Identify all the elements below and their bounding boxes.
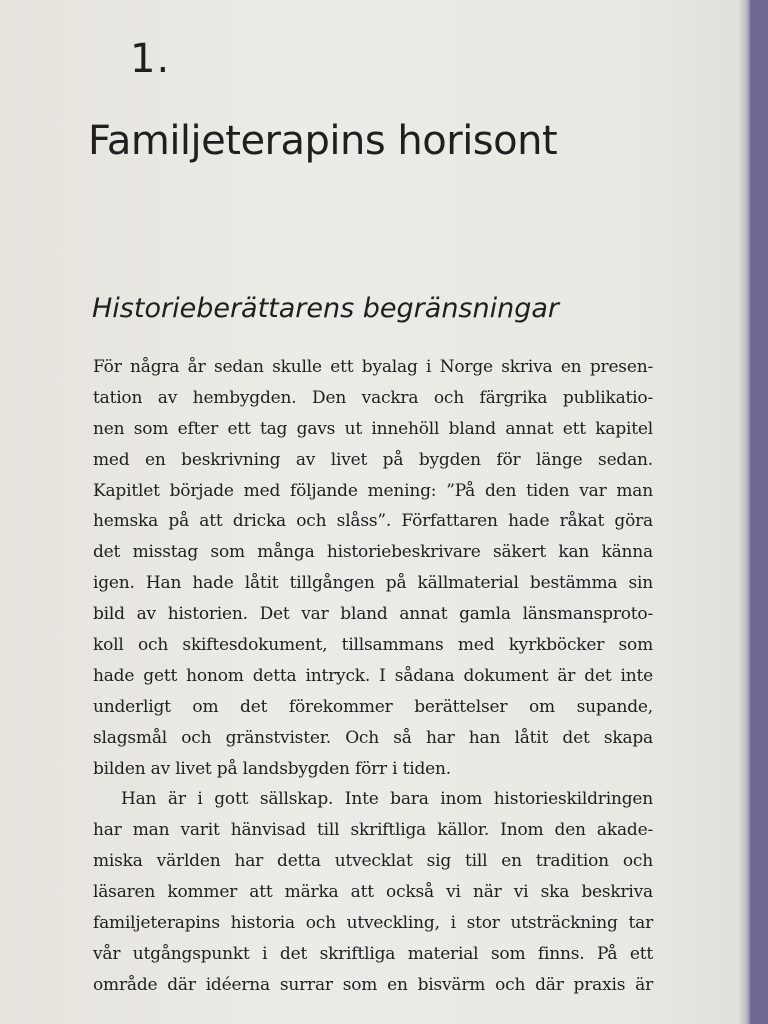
- text-line: Kapitlet började med följande mening: ”På den tiden var man: [93, 480, 653, 501]
- chapter-number: 1.: [130, 36, 171, 82]
- text-line: område där idéerna surrar som en bisvärm och där praxis är: [93, 974, 653, 995]
- text-line: läsaren kommer att märka att också vi när vi ska beskriva: [93, 882, 653, 903]
- text-line: igen. Han hade låtit tillgången på källmaterial bestämma sin: [93, 573, 653, 594]
- text-line: bilden av livet på landsbygden förr i tiden.: [93, 758, 451, 779]
- text-line: bild av historien. Det var bland annat gamla länsmansproto-: [93, 604, 653, 625]
- text-line: koll och skiftesdokument, tillsammans med kyrkböcker som: [93, 635, 653, 656]
- section-title: Historieberättarens begränsningar: [92, 293, 560, 324]
- text-line: vår utgångspunkt i det skriftliga material som finns. På ett: [93, 943, 653, 964]
- text-line: underligt om det förekommer berättelser om supande,: [93, 696, 653, 717]
- text-line: hemska på att dricka och slåss”. Författaren hade råkat göra: [93, 511, 653, 532]
- text-line: med en beskrivning av livet på bygden för länge sedan.: [93, 449, 653, 470]
- text-line: har man varit hänvisad till skriftliga källor. Inom den akade-: [93, 820, 653, 841]
- body-text: [93, 352, 653, 1001]
- chapter-title: Familjeterapins horisont: [88, 118, 558, 164]
- text-line: det misstag som många historiebeskrivare säkert kan känna: [93, 542, 653, 563]
- text-line: tation av hembygden. Den vackra och färgrika publikatio-: [93, 387, 653, 408]
- text-line: hade gett honom detta intryck. I sådana dokument är det inte: [93, 665, 653, 686]
- text-line: familjeterapins historia och utveckling, i stor utsträckning tar: [93, 913, 653, 934]
- page-edge: [740, 0, 750, 1024]
- text-line: miska världen har detta utvecklat sig till en tradition och: [93, 851, 653, 872]
- text-line: Han är i gott sällskap. Inte bara inom historieskildringen: [121, 789, 653, 810]
- text-line: För några år sedan skulle ett byalag i Norge skriva en presen-: [93, 357, 653, 377]
- text-line: nen som efter ett tag gavs ut innehöll bland annat ett kapitel: [93, 418, 653, 439]
- text-line: slagsmål och gränstvister. Och så har han låtit det skapa: [93, 727, 653, 748]
